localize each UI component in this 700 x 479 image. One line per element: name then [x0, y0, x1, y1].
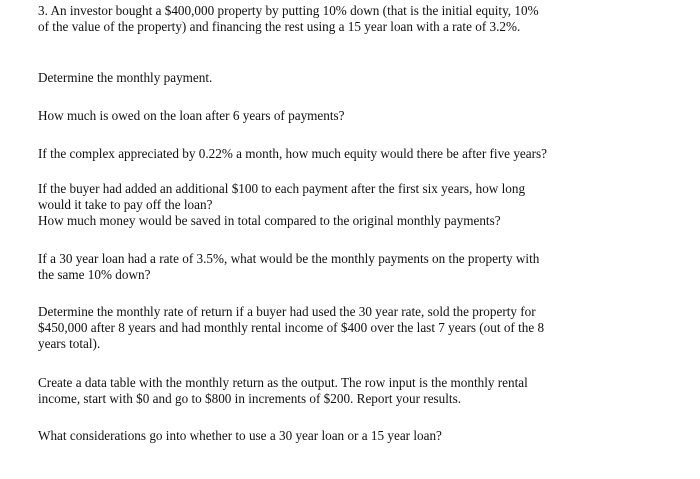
question-rate-of-return-line-3: years total).	[38, 336, 101, 351]
question-owed-after-six-years	[38, 108, 658, 124]
question-loan-considerations-text: What considerations go into whether to use a 30 year loan or a 15 year loan?	[38, 428, 442, 443]
question-loan-considerations	[38, 428, 658, 444]
question-data-table-line-1: Create a data table with the monthly return as the output. The row input is the monthly rental	[38, 375, 528, 390]
question-equity-five-years	[38, 146, 658, 162]
question-money-saved-text: How much money would be saved in total compared to the original monthly payments?	[38, 213, 501, 228]
question-extra-payment	[38, 181, 658, 229]
question-data-table-line-2: income, start with $0 and go to $800 in increments of $200. Report your results.	[38, 391, 462, 406]
question-extra-payment-line-1: If the buyer had added an additional $100 to each payment after the first six years, how long	[38, 181, 526, 196]
question-rate-of-return-line-2: $450,000 after 8 years and had monthly rental income of $400 over the last 7 years (out of the 8	[38, 320, 545, 335]
question-equity-five-years-text: If the complex appreciated by 0.22% a month, how much equity would there be after five years?	[38, 146, 548, 161]
question-monthly-payment	[38, 70, 658, 86]
question-rate-of-return-line-1: Determine the monthly rate of return if a buyer had used the 30 year rate, sold the property for	[38, 304, 536, 319]
problem-intro-line-2: of the value of the property) and financing the rest using a 15 year loan with a rate of 3.2%.	[38, 19, 521, 34]
question-data-table	[38, 375, 658, 407]
question-thirty-year-loan	[38, 251, 658, 283]
problem-intro	[38, 3, 658, 35]
question-thirty-year-loan-line-1: If a 30 year loan had a rate of 3.5%, what would be the monthly payments on the property with	[38, 251, 540, 266]
question-owed-after-six-years-text: How much is owed on the loan after 6 years of payments?	[38, 108, 345, 123]
question-monthly-payment-text: Determine the monthly payment.	[38, 70, 213, 85]
question-thirty-year-loan-line-2: the same 10% down?	[38, 267, 151, 282]
question-rate-of-return	[38, 304, 658, 352]
question-extra-payment-line-2: would it take to pay off the loan?	[38, 197, 213, 212]
problem-intro-line-1: 3. An investor bought a $400,000 property by putting 10% down (that is the initial equity, 10%	[38, 3, 539, 18]
